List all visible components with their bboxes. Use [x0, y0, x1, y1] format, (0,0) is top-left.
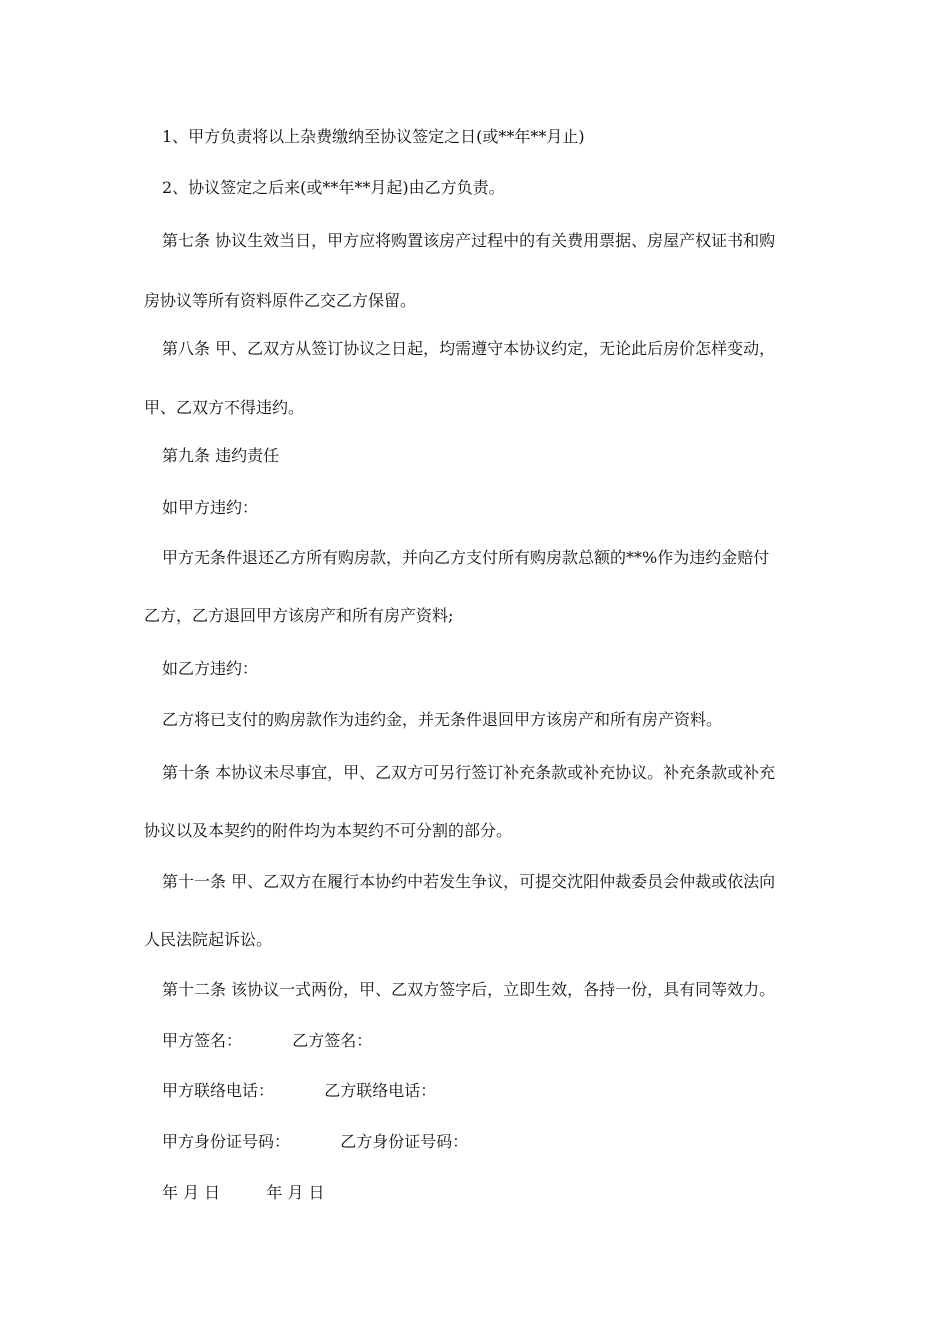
- party-a-breach-line-2: 乙方，乙方退回甲方该房产和所有房产资料;: [144, 606, 454, 625]
- clause-7-line-1: 第七条 协议生效当日，甲方应将购置该房产过程中的有关费用票据、房屋产权证书和购: [162, 231, 776, 250]
- phone-row: [162, 1081, 436, 1101]
- party-b-breach-line: 乙方将已支付的购房款作为违约金，并无条件退回甲方该房产和所有房产资料。: [162, 710, 723, 729]
- party-b-id-label: 乙方身份证号码：: [340, 1132, 469, 1151]
- clause-9-heading: 第九条 违约责任: [162, 446, 280, 465]
- party-b-phone-label: 乙方联络电话：: [324, 1081, 437, 1100]
- signature-row: [162, 1031, 372, 1051]
- party-a-date: 年 月 日: [162, 1183, 221, 1202]
- clause-6-item-1: 1、甲方负责将以上杂费缴纳至协议签定之日(或**年**月止): [162, 127, 585, 146]
- clause-8-line-1: 第八条 甲、乙双方从签订协议之日起，均需遵守本协议约定，无论此后房价怎样变动，: [162, 339, 776, 358]
- clause-11-line-2: 人民法院起诉讼。: [144, 930, 273, 949]
- date-row: [162, 1183, 325, 1203]
- clause-6-item-2: 2、协议签定之后来(或**年**月起)由乙方负责。: [162, 178, 505, 197]
- party-a-breach-line-1: 甲方无条件退还乙方所有购房款，并向乙方支付所有购房款总额的**%作为违约金赔付: [162, 548, 770, 567]
- party-b-date: 年 月 日: [266, 1183, 325, 1202]
- clause-11-line-1: 第十一条 甲、乙双方在履行本协约中若发生争议，可提交沈阳仲裁委员会仲裁或依法向: [162, 872, 776, 891]
- id-row: [162, 1132, 468, 1152]
- party-a-id-label: 甲方身份证号码：: [162, 1132, 291, 1151]
- clause-10-line-2: 协议以及本契约的附件均为本契约不可分割的部分。: [144, 821, 513, 840]
- clause-7-line-2: 房协议等所有资料原件乙交乙方保留。: [144, 291, 417, 310]
- clause-10-line-1: 第十条 本协议未尽事宜，甲、乙双方可另行签订补充条款或补充协议。补充条款或补充: [162, 763, 776, 782]
- party-a-breach-heading: 如甲方违约：: [162, 498, 259, 517]
- party-b-breach-heading: 如乙方违约：: [162, 659, 259, 678]
- party-a-signature-label: 甲方签名：: [162, 1031, 243, 1050]
- clause-8-line-2: 甲、乙双方不得违约。: [144, 398, 305, 417]
- clause-12-line: 第十二条 该协议一式两份，甲、乙双方签字后，立即生效，各持一份，具有同等效力。: [162, 980, 776, 999]
- party-b-signature-label: 乙方签名：: [292, 1031, 373, 1050]
- party-a-phone-label: 甲方联络电话：: [162, 1081, 275, 1100]
